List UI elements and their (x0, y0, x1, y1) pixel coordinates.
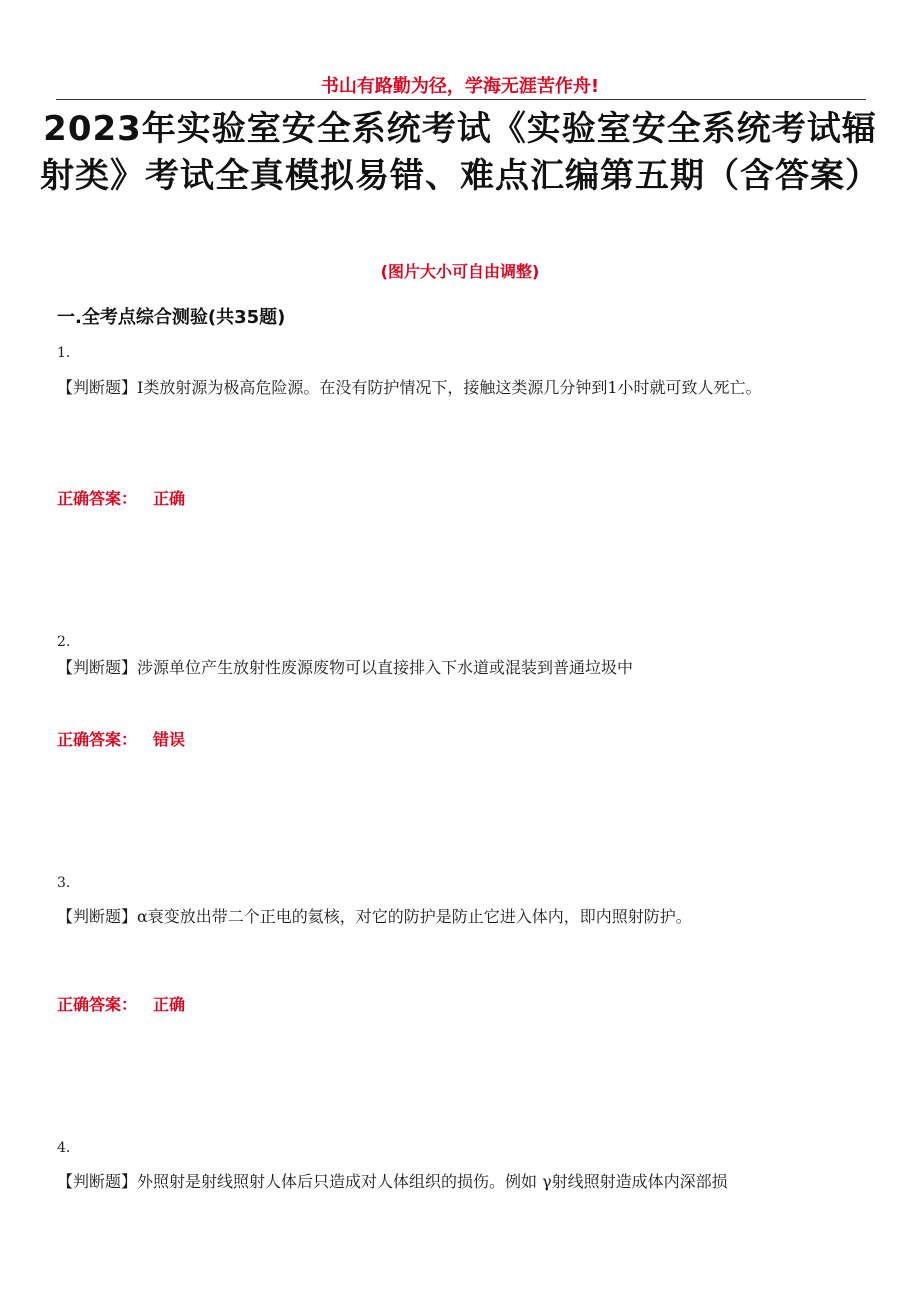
question-text: 【判断题】外照射是射线照射人体后只造成对人体组织的损伤。例如 γ射线照射造成体内深部损 (57, 1172, 728, 1191)
answer-label: 正确答案： (57, 995, 138, 1014)
question-number: 3. (57, 875, 71, 891)
answer-label: 正确答案： (57, 489, 138, 508)
question-text: 【判断题】涉源单位产生放射性废源废物可以直接排入下水道或混装到普通垃圾中 (57, 658, 634, 677)
question-text: 【判断题】α衰变放出带二个正电的氦核，对它的防护是防止它进入体内，即内照射防护。 (57, 907, 692, 926)
answer-value: 正确 (153, 995, 186, 1014)
section-heading: 一.全考点综合测验(共35题) (57, 307, 286, 328)
header-divider (56, 99, 866, 100)
question-number: 1. (57, 345, 71, 361)
motto-header: 书山有路勤为径，学海无涯苦作舟! (320, 76, 600, 97)
answer-line (57, 488, 185, 510)
question-text: 【判断题】Ⅰ类放射源为极高危险源。在没有防护情况下，接触这类源几分钟到1小时就可致人死亡。 (57, 378, 762, 397)
answer-value: 错误 (153, 730, 186, 749)
question-number: 4. (57, 1140, 71, 1156)
answer-value: 正确 (153, 489, 186, 508)
document-title: 2023年实验室安全系统考试《实验室安全系统考试辐射类》考试全真模拟易错、难点汇编第五期（含答案） (40, 109, 880, 196)
image-size-note: (图片大小可自由调整) (380, 262, 540, 281)
answer-label: 正确答案： (57, 730, 138, 749)
answer-line (57, 994, 185, 1016)
question-number: 2. (57, 634, 71, 650)
answer-line (57, 729, 185, 751)
